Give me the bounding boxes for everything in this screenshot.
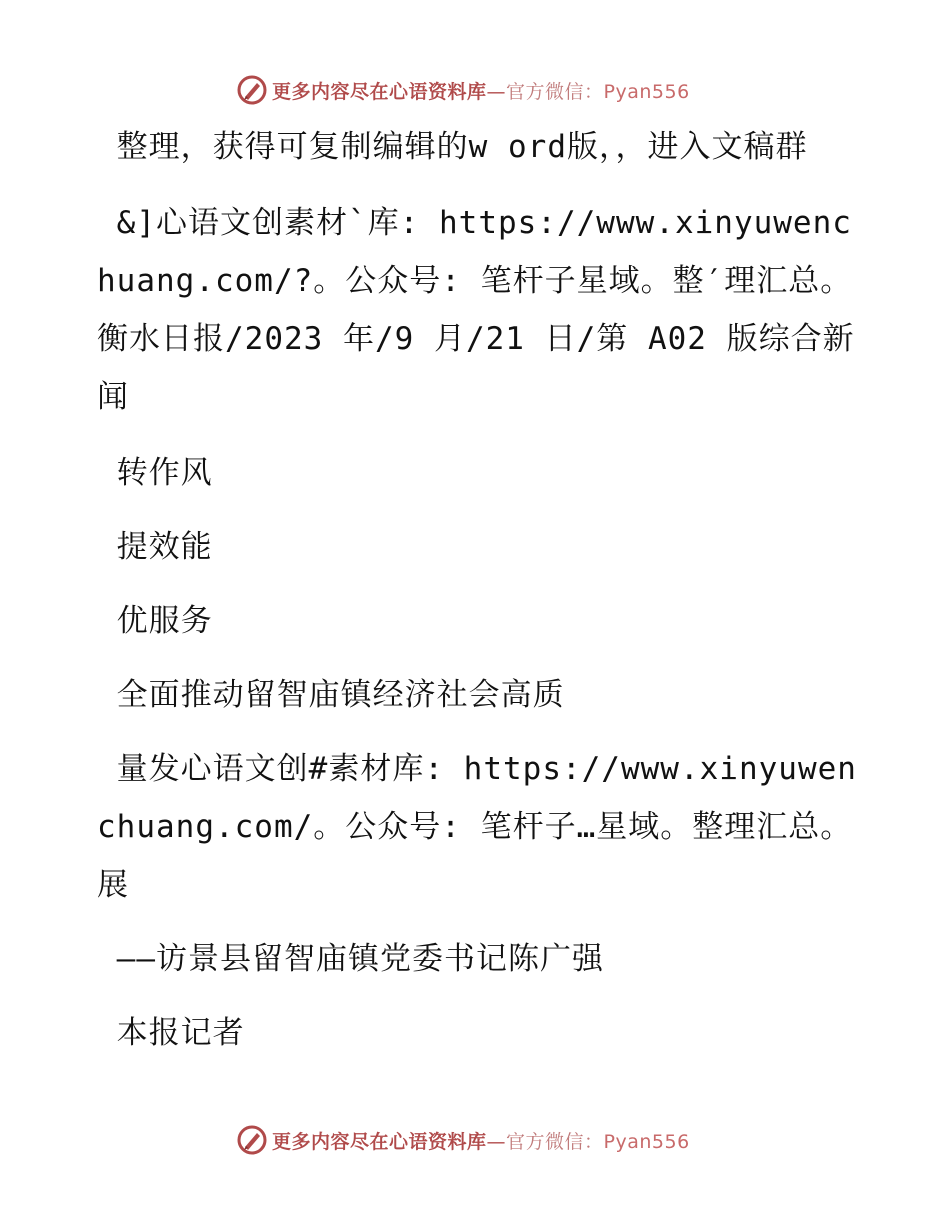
paragraph-intro: 整理，获得可复制编辑的w ord版，，进入文稿群 [97,129,808,165]
watermark-wechat-id: Pyan556 [603,1130,690,1153]
watermark-wechat-id: Pyan556 [603,80,690,103]
watermark-dash: — [486,1130,507,1153]
paragraph-slogan-2: 提效能 [97,529,213,565]
paragraph-slogan-1: 转作风 [97,455,213,491]
paragraph-subtitle: ——访景县留智庙镇党委书记陈广强 [97,941,604,977]
watermark-label: 官方微信： [506,80,604,103]
watermark-dash: — [486,80,507,103]
paragraph-source: &]心语文创素材`库: https://www.xinyuwenchuang.com/?。公众号: 笔杆子星域。整′理汇总。衡水日报/2023 年/9 月/21 日/第 A02 版综合新闻 [97,205,855,415]
paragraph-headline-cont: 量发心语文创#素材库: https://www.xinyuwenchuang.com/。公众号: 笔杆子…星域。整理汇总。展 [97,751,857,903]
logo-pen-icon [236,74,268,106]
paragraph-headline: 全面推动留智庙镇经济社会高质 [97,677,565,713]
paragraph-byline: 本报记者 [97,1015,245,1051]
watermark-header [236,73,690,107]
document-body [97,118,857,1062]
logo-pen-icon [236,1124,268,1156]
watermark-label: 官方微信： [506,1130,604,1153]
watermark-main-text: 更多内容尽在心语资料库 [272,1130,487,1153]
paragraph-slogan-3: 优服务 [97,603,213,639]
watermark-main-text: 更多内容尽在心语资料库 [272,80,487,103]
watermark-footer [236,1123,690,1157]
